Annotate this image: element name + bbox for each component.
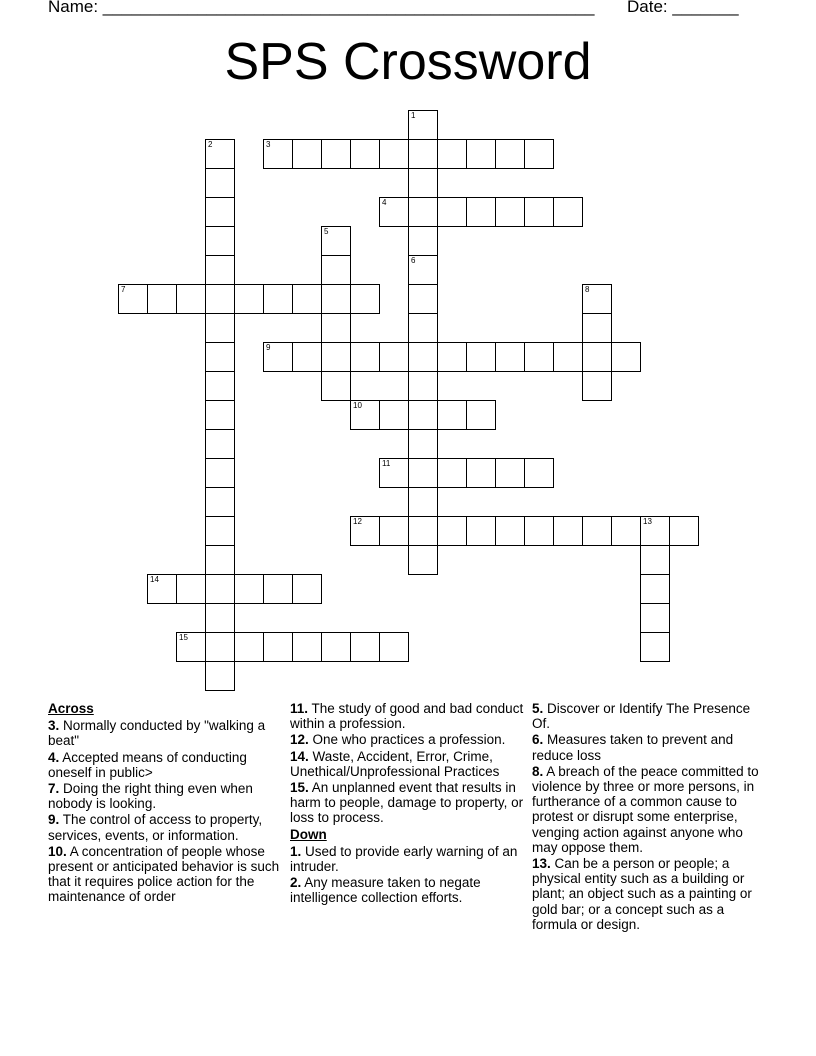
crossword-cell[interactable]	[408, 255, 438, 285]
clue-item-number: 8.	[532, 763, 544, 779]
crossword-cell[interactable]	[408, 197, 438, 227]
clue-number: 12	[353, 517, 362, 526]
clue-item-number: 11.	[290, 701, 309, 716]
crossword-cell[interactable]	[205, 255, 235, 285]
crossword-cell[interactable]	[205, 574, 235, 604]
date-field-label: Date: _______	[627, 0, 739, 16]
crossword-cell[interactable]	[350, 516, 380, 546]
crossword-cell[interactable]	[321, 371, 351, 401]
clue-item	[48, 718, 280, 748]
crossword-cell[interactable]	[408, 371, 438, 401]
clue-item-text: A concentration of people whose present or anticipated behavior is such that it requires police action for the maintenance of order	[48, 843, 280, 905]
clue-item-number: 12.	[290, 732, 309, 748]
crossword-cell[interactable]	[118, 284, 148, 314]
clue-number: 4	[382, 198, 387, 207]
crossword-cell[interactable]	[147, 284, 177, 314]
crossword-cell[interactable]	[234, 632, 264, 662]
crossword-cell[interactable]	[495, 516, 525, 546]
crossword-cell[interactable]	[640, 603, 670, 633]
crossword-cell[interactable]	[292, 284, 322, 314]
crossword-cell[interactable]	[611, 342, 641, 372]
crossword-cell[interactable]	[524, 516, 554, 546]
clue-number: 9	[266, 343, 271, 352]
crossword-cell[interactable]	[553, 516, 583, 546]
clue-item	[290, 844, 525, 874]
crossword-cell[interactable]	[379, 632, 409, 662]
clue-item-text: The study of good and bad conduct within a profession.	[290, 701, 524, 732]
crossword-cell[interactable]	[466, 458, 496, 488]
crossword-cell[interactable]	[292, 342, 322, 372]
clue-item	[290, 875, 525, 905]
crossword-cell[interactable]	[582, 516, 612, 546]
crossword-cell[interactable]	[379, 139, 409, 169]
clue-number: 11	[382, 459, 391, 468]
clue-item	[532, 701, 764, 731]
crossword-cell[interactable]	[292, 632, 322, 662]
crossword-cell[interactable]	[321, 342, 351, 372]
crossword-cell[interactable]	[205, 458, 235, 488]
crossword-cell[interactable]	[205, 516, 235, 546]
crossword-cell[interactable]	[379, 516, 409, 546]
clue-item-text: Discover or Identify The Presence Of.	[532, 701, 751, 732]
clue-item	[290, 701, 525, 731]
clue-item-number: 2.	[290, 875, 302, 891]
clue-number: 14	[150, 575, 159, 584]
clue-item	[48, 844, 280, 905]
crossword-cell[interactable]	[263, 284, 293, 314]
crossword-cell[interactable]	[640, 574, 670, 604]
crossword-cell[interactable]	[205, 400, 235, 430]
crossword-cell[interactable]	[553, 342, 583, 372]
crossword-cell[interactable]	[408, 545, 438, 575]
clues-column-3	[532, 701, 764, 933]
crossword-cell[interactable]	[582, 284, 612, 314]
crossword-cell[interactable]	[640, 545, 670, 575]
clue-item-number: 10.	[48, 843, 67, 859]
crossword-cell[interactable]	[524, 342, 554, 372]
clue-number: 1	[411, 111, 416, 120]
crossword-cell[interactable]	[350, 400, 380, 430]
crossword-cell[interactable]	[408, 429, 438, 459]
crossword-cell[interactable]	[205, 545, 235, 575]
clue-item-text: Accepted means of conducting oneself in public>	[48, 749, 247, 780]
crossword-cell[interactable]	[437, 516, 467, 546]
clue-number: 3	[266, 140, 271, 149]
crossword-cell[interactable]	[408, 400, 438, 430]
crossword-cell[interactable]	[582, 342, 612, 372]
crossword-cell[interactable]	[350, 342, 380, 372]
crossword-cell[interactable]	[234, 284, 264, 314]
crossword-cell[interactable]	[263, 574, 293, 604]
crossword-cell[interactable]	[176, 574, 206, 604]
crossword-cell[interactable]	[205, 371, 235, 401]
name-field-label: Name: ____________________________________________________	[48, 0, 595, 16]
crossword-cell[interactable]	[205, 429, 235, 459]
crossword-cell[interactable]	[205, 342, 235, 372]
crossword-cell[interactable]	[437, 458, 467, 488]
crossword-cell[interactable]	[379, 400, 409, 430]
crossword-cell[interactable]	[147, 574, 177, 604]
clue-item-text: Normally conducted by "walking a beat"	[48, 718, 266, 749]
crossword-cell[interactable]	[669, 516, 699, 546]
crossword-cell[interactable]	[321, 313, 351, 343]
clue-item-number: 7.	[48, 781, 60, 797]
crossword-cell[interactable]	[408, 168, 438, 198]
crossword-cell[interactable]	[408, 139, 438, 169]
crossword-cell[interactable]	[321, 226, 351, 256]
clue-number: 15	[179, 633, 188, 642]
clue-number: 10	[353, 401, 362, 410]
clue-item-text: Waste, Accident, Error, Crime, Unethical/Unprofessional Practices	[290, 748, 500, 779]
crossword-cell[interactable]	[263, 139, 293, 169]
clue-item-number: 15.	[290, 780, 309, 796]
crossword-cell[interactable]	[524, 197, 554, 227]
clue-number: 7	[121, 285, 126, 294]
crossword-cell[interactable]	[408, 487, 438, 517]
crossword-cell[interactable]	[495, 342, 525, 372]
crossword-cell[interactable]	[524, 139, 554, 169]
crossword-cell[interactable]	[234, 574, 264, 604]
crossword-cell[interactable]	[437, 342, 467, 372]
crossword-cell[interactable]	[321, 284, 351, 314]
crossword-cell[interactable]	[466, 516, 496, 546]
crossword-cell[interactable]	[437, 400, 467, 430]
clue-item	[48, 781, 280, 811]
clue-number: 13	[643, 517, 652, 526]
crossword-cell[interactable]	[205, 226, 235, 256]
crossword-cell[interactable]	[495, 139, 525, 169]
crossword-cell[interactable]	[292, 574, 322, 604]
crossword-cell[interactable]	[379, 197, 409, 227]
crossword-cell[interactable]	[379, 458, 409, 488]
crossword-cell[interactable]	[408, 313, 438, 343]
clue-item-number: 4.	[48, 749, 60, 765]
clues-column-1	[48, 701, 280, 906]
crossword-cell[interactable]	[379, 342, 409, 372]
crossword-cell[interactable]	[205, 487, 235, 517]
clue-item-text: One who practices a profession.	[308, 732, 506, 748]
crossword-cell[interactable]	[582, 371, 612, 401]
crossword-cell[interactable]	[408, 516, 438, 546]
clue-item	[48, 750, 280, 780]
crossword-cell[interactable]	[350, 139, 380, 169]
clue-item-text: Measures taken to prevent and reduce loss	[532, 732, 734, 763]
crossword-cell[interactable]	[524, 458, 554, 488]
clue-item-number: 1.	[290, 843, 302, 859]
crossword-cell[interactable]	[205, 197, 235, 227]
clue-item-text: Can be a person or people; a physical entity such as a building or plant; an object such as a painting or gold bar; or a concept such as a formula or design.	[532, 856, 752, 932]
crossword-cell[interactable]	[408, 342, 438, 372]
clues-column-2	[290, 701, 525, 907]
clue-item-number: 3.	[48, 718, 60, 734]
crossword-cell[interactable]	[205, 313, 235, 343]
crossword-cell[interactable]	[176, 632, 206, 662]
clue-item	[48, 812, 280, 842]
clue-number: 6	[411, 256, 416, 265]
crossword-cell[interactable]	[582, 313, 612, 343]
crossword-cell[interactable]	[350, 632, 380, 662]
crossword-cell[interactable]	[408, 110, 438, 140]
clue-item-text: Used to provide early warning of an intruder.	[290, 843, 518, 875]
clue-number: 2	[208, 140, 213, 149]
clue-item-number: 6.	[532, 732, 544, 748]
crossword-cell[interactable]	[466, 139, 496, 169]
across-heading: Across	[48, 701, 94, 716]
crossword-cell[interactable]	[263, 342, 293, 372]
crossword-cell[interactable]	[321, 139, 351, 169]
clue-item	[290, 749, 525, 779]
crossword-cell[interactable]	[408, 284, 438, 314]
clue-item-text: Any measure taken to negate intelligence collection efforts.	[290, 875, 481, 906]
crossword-cell[interactable]	[466, 197, 496, 227]
crossword-cell[interactable]	[321, 632, 351, 662]
down-heading: Down	[290, 826, 327, 842]
clue-item-number: 5.	[532, 701, 544, 716]
clue-number: 8	[585, 285, 590, 294]
clue-item-text: An unplanned event that results in harm to people, damage to property, or loss to process.	[290, 780, 524, 826]
clue-number: 5	[324, 227, 329, 236]
clue-item	[532, 856, 764, 932]
crossword-cell[interactable]	[408, 458, 438, 488]
clue-item-text: A breach of the peace committed to violence by three or more persons, in furtherance of a common cause to protest or disrupt some enterprise, venging action against anyone who may oppose them.	[532, 763, 759, 855]
crossword-cell[interactable]	[437, 197, 467, 227]
crossword-cell[interactable]	[350, 284, 380, 314]
crossword-cell[interactable]	[408, 226, 438, 256]
crossword-cell[interactable]	[176, 284, 206, 314]
crossword-cell[interactable]	[321, 255, 351, 285]
crossword-cell[interactable]	[263, 632, 293, 662]
crossword-cell[interactable]	[205, 139, 235, 169]
crossword-cell[interactable]	[205, 632, 235, 662]
crossword-cell[interactable]	[205, 603, 235, 633]
clue-item	[532, 732, 764, 762]
crossword-cell[interactable]	[640, 632, 670, 662]
crossword-cell[interactable]	[205, 168, 235, 198]
page-title: SPS Crossword	[224, 33, 592, 91]
crossword-cell[interactable]	[466, 400, 496, 430]
clue-item-text: Doing the right thing even when nobody is looking.	[48, 781, 253, 812]
clue-item	[290, 732, 525, 747]
crossword-cell[interactable]	[640, 516, 670, 546]
crossword-cell[interactable]	[553, 197, 583, 227]
clue-item-number: 9.	[48, 812, 60, 828]
clue-item-text: The control of access to property, services, events, or information.	[48, 812, 263, 843]
crossword-cell[interactable]	[466, 342, 496, 372]
clue-item-number: 14.	[290, 748, 309, 764]
crossword-cell[interactable]	[292, 139, 322, 169]
crossword-cell[interactable]	[205, 284, 235, 314]
clue-item	[532, 764, 764, 855]
clue-item-number: 13.	[532, 856, 551, 872]
crossword-cell[interactable]	[495, 197, 525, 227]
crossword-cell[interactable]	[495, 458, 525, 488]
crossword-cell[interactable]	[437, 139, 467, 169]
crossword-cell[interactable]	[205, 661, 235, 691]
clue-item	[290, 780, 525, 826]
crossword-cell[interactable]	[611, 516, 641, 546]
